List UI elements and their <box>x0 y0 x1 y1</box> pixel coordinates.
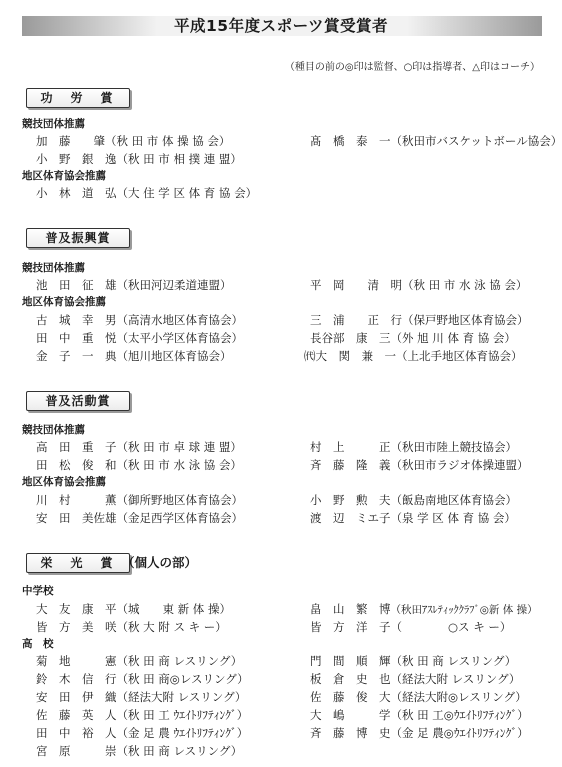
awardee-org: （外 旭 川 体 育 協 会） <box>390 331 516 345</box>
awardee-org: （秋 田 商◎レスリング） <box>116 672 249 686</box>
awardee-org: （秋田ｱｽﾚﾃｨｯｸｸﾗﾌﾞ◎新 体 操） <box>390 604 538 616</box>
awardee-name: 安 田 美佐雄 <box>36 511 117 525</box>
section-title-eikou: 栄 光 賞 <box>26 553 130 573</box>
awardee-entry <box>36 726 248 740</box>
awardee-org: （旭川地区体育協会） <box>116 349 232 363</box>
awardee-entry <box>310 654 516 668</box>
awardee-org: （太平小学区体育協会） <box>116 331 243 345</box>
awardee-entry <box>36 744 242 758</box>
awardee-entry <box>310 690 527 704</box>
awardee-name: 長谷部 康 三 <box>310 331 391 345</box>
awardee-org: （保戸野地区体育協会） <box>402 313 529 327</box>
awardee-entry <box>36 602 231 616</box>
awardee-org: （秋 田 市 卓 球 連 盟） <box>116 440 242 454</box>
awardee-org: （秋 田 市 体 操 協 会） <box>105 134 231 148</box>
awardee-name: 小 野 勲 夫 <box>310 493 391 507</box>
awardee-org: （秋田市ラジオ体操連盟） <box>390 458 529 472</box>
awardee-entry <box>36 458 242 472</box>
awardee-entry <box>36 349 232 363</box>
awardee-name: 皆 方 美 咲 <box>36 620 117 634</box>
awardee-entry <box>36 672 249 686</box>
awardee-name: 田 中 重 悦 <box>36 331 117 345</box>
awardee-org: （秋 田 市 水 泳 協 会） <box>116 458 242 472</box>
awardee-entry <box>36 708 248 722</box>
awardee-org: （経法大附 レスリング） <box>390 672 521 686</box>
awardee-entry <box>310 672 520 686</box>
awardee-name: 渡 辺 ミエ子 <box>310 511 391 525</box>
awardee-name: 髙 橋 泰 一 <box>310 134 391 148</box>
awardee-org: （秋 田 商 レスリング） <box>116 744 243 758</box>
awardee-org: （秋 田 工◎ｳｴｲﾄﾘﾌﾃｨﾝｸﾞ） <box>390 708 529 722</box>
awardee-org: （秋 大 附 ス キ ー） <box>116 620 227 634</box>
awardee-entry <box>36 690 246 704</box>
awardee-entry <box>310 134 562 148</box>
awardee-org: （泉 学 区 体 育 協 会） <box>390 511 516 525</box>
awardee-name: 小 野 銀 逸 <box>36 152 117 166</box>
awardee-name: 川 村 薫 <box>36 493 117 507</box>
section-subtitle: （個人の部） <box>122 555 198 570</box>
category-label: 中学校 <box>22 585 54 597</box>
awardee-entry <box>36 186 257 200</box>
awardee-name: 平 岡 清 明 <box>310 278 402 292</box>
awardee-name: 佐 藤 英 人 <box>36 708 117 722</box>
awardee-name: 大 嶋 学 <box>310 708 391 722</box>
awardee-name: 畠 山 繁 博 <box>310 602 391 616</box>
awardee-org: （御所野地区体育協会） <box>116 493 243 507</box>
awardee-entry <box>36 152 242 166</box>
awardee-entry <box>36 440 242 454</box>
awardee-org: （ ○ス キ ー） <box>390 620 512 634</box>
category-label: 高 校 <box>22 638 54 650</box>
awardee-name: 皆 方 洋 子 <box>310 620 391 634</box>
awardee-org: （秋田市バスケットボール協会） <box>390 134 562 148</box>
awardee-org: （経法大附◎レスリング） <box>390 690 527 704</box>
awardee-entry <box>310 620 511 634</box>
awardee-entry <box>36 278 232 292</box>
awardee-name: 菊 地 憲 <box>36 654 117 668</box>
awardee-org: （大 住 学 区 体 育 協 会） <box>116 186 258 200</box>
awardee-name: 斉 藤 隆 義 <box>310 458 391 472</box>
awardee-org: （秋田河辺柔道連盟） <box>116 278 232 292</box>
category-label: 競技団体推薦 <box>22 424 85 436</box>
awardee-entry <box>36 511 243 525</box>
awardee-name: 田 松 俊 和 <box>36 458 117 472</box>
awardee-name: 大 友 康 平 <box>36 602 117 616</box>
awardee-entry <box>36 313 243 327</box>
awardee-name: ㈹大 関 兼 一 <box>304 349 396 363</box>
awardee-entry <box>310 458 529 472</box>
category-label: 地区体育協会推薦 <box>22 170 106 182</box>
awardee-name: 田 中 裕 人 <box>36 726 117 740</box>
awardee-org: （経法大附 レスリング） <box>116 690 247 704</box>
category-label: 地区体育協会推薦 <box>22 296 106 308</box>
awardee-name: 三 浦 正 行 <box>310 313 402 327</box>
awardee-org: （飯島南地区体育協会） <box>390 493 517 507</box>
awardee-entry <box>36 654 242 668</box>
awardee-name: 村 上 正 <box>310 440 391 454</box>
awardee-org: （秋 田 商 レスリング） <box>390 654 517 668</box>
awardee-org: （城 東 新 体 操） <box>116 602 231 616</box>
awardee-org: （秋田市陸上競技協会） <box>390 440 517 454</box>
awardee-org: （金 足 農 ｳｴｲﾄﾘﾌﾃｨﾝｸﾞ） <box>116 726 249 740</box>
legend-note: （種目の前の◎印は監督、○印は指導者、△印はコーチ） <box>284 62 540 73</box>
category-label: 地区体育協会推薦 <box>22 476 106 488</box>
awardee-entry <box>310 331 516 345</box>
awardee-org: （秋 田 工 ｳｴｲﾄﾘﾌﾃｨﾝｸﾞ） <box>116 708 249 722</box>
awardee-name: 斉 藤 博 史 <box>310 726 391 740</box>
section-title-fukyuu-katsudou: 普及活動賞 <box>26 391 130 411</box>
awardee-name: 古 城 幸 男 <box>36 313 117 327</box>
awardee-name: 池 田 征 雄 <box>36 278 117 292</box>
awardee-entry <box>310 440 517 454</box>
awardee-org: （金足西学区体育協会） <box>116 511 243 525</box>
awardee-entry <box>36 134 230 148</box>
awardee-name: 佐 藤 俊 大 <box>310 690 391 704</box>
awardee-entry <box>310 602 538 617</box>
awardee-entry <box>310 313 529 327</box>
awardee-name: 安 田 伊 織 <box>36 690 117 704</box>
awardee-org: （金 足 農◎ｳｴｲﾄﾘﾌﾃｨﾝｸﾞ） <box>390 726 529 740</box>
awardee-entry <box>36 493 243 507</box>
awardee-org: （秋 田 商 レスリング） <box>116 654 243 668</box>
awardee-name: 加 藤 肇 <box>36 134 105 148</box>
awardee-name: 高 田 重 子 <box>36 440 117 454</box>
awardee-entry <box>310 726 529 740</box>
awardee-org: （上北手地区体育協会） <box>396 349 523 363</box>
awardee-entry <box>310 511 516 525</box>
awardee-entry <box>304 349 523 363</box>
awardee-entry <box>36 620 227 634</box>
awardee-entry <box>310 493 517 507</box>
awardee-entry <box>310 708 529 722</box>
section-title-fukyuu-shinkou: 普及振興賞 <box>26 228 130 248</box>
awardee-name: 門 間 順 輝 <box>310 654 391 668</box>
awardee-name: 鈴 木 信 行 <box>36 672 117 686</box>
awardee-org: （秋 田 市 水 泳 協 会） <box>402 278 528 292</box>
awardee-name: 金 子 一 典 <box>36 349 117 363</box>
awardee-name: 小 林 道 弘 <box>36 186 117 200</box>
category-label: 競技団体推薦 <box>22 262 85 274</box>
awardee-entry <box>36 331 243 345</box>
awardee-name: 板 倉 史 也 <box>310 672 391 686</box>
page-title: 平成15年度スポーツ賞受賞者 <box>174 17 388 35</box>
awardee-entry <box>310 278 527 292</box>
awardee-org: （高清水地区体育協会） <box>116 313 243 327</box>
section-title-kourou: 功 労 賞 <box>26 88 130 108</box>
awardee-name: 宮 原 崇 <box>36 744 117 758</box>
category-label: 競技団体推薦 <box>22 118 85 130</box>
awardee-org: （秋 田 市 相 撲 連 盟） <box>116 152 242 166</box>
